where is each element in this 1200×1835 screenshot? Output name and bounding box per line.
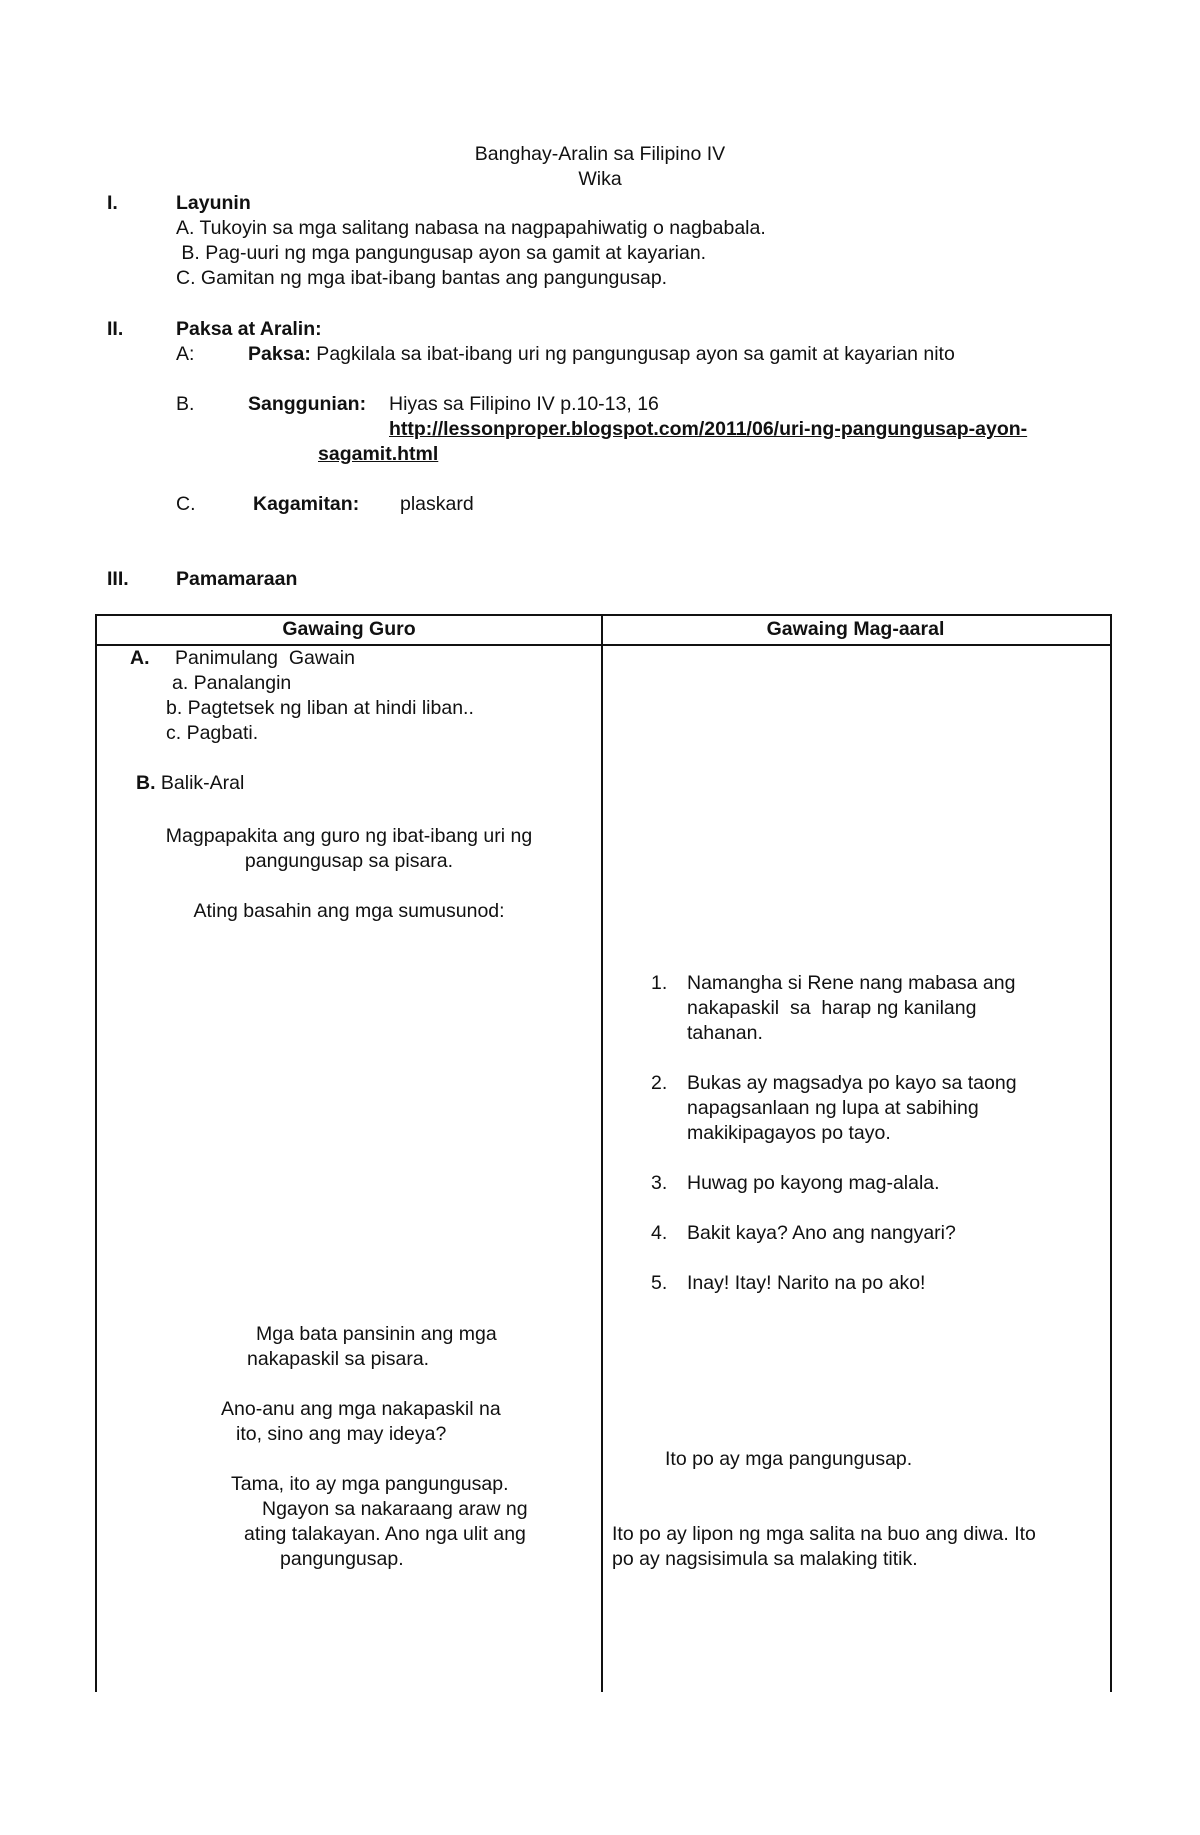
guro-p2: Ating basahin ang mga sumusunod:: [193, 900, 505, 922]
section-3-heading: Pamamaraan: [176, 568, 298, 590]
list-item: [651, 1271, 925, 1295]
list-number: 5.: [651, 1272, 668, 1294]
list-number: 1.: [651, 972, 668, 994]
list-text: napagsanlaan ng lupa at sabihing: [687, 1097, 979, 1119]
kagamitan-letter: C.: [176, 493, 196, 515]
guro-p1-line1: Magpapakita ang guro ng ibat-ibang uri ng: [165, 825, 533, 847]
objective-c: C. Gamitan ng mga ibat-ibang bantas ang pangungusap.: [176, 267, 668, 289]
list-text: Huwag po kayong mag-alala.: [687, 1172, 940, 1194]
objective-a: A. Tukoyin sa mga salitang nabasa na nagpapahiwatig o nagbabala.: [176, 217, 766, 239]
guro-a-item-2: b. Pagtetsek ng liban at hindi liban..: [166, 697, 474, 719]
magaaral-answer-1: Ito po ay mga pangungusap.: [665, 1448, 913, 1470]
guro-a-item-3: c. Pagbati.: [166, 722, 259, 744]
paksa-label: Paksa:: [248, 343, 311, 365]
objective-b: B. Pag-uuri ng mga pangungusap ayon sa gamit at kayarian.: [176, 242, 707, 264]
reference-link-line2[interactable]: sagamit.html: [318, 443, 439, 465]
kagamitan-label: Kagamitan:: [253, 493, 360, 515]
magaaral-answer-2-line2: po ay nagsisimula sa malaking titik.: [612, 1548, 918, 1570]
list-item: [651, 1071, 1017, 1095]
list-text: Bakit kaya? Ano ang nangyari?: [687, 1222, 956, 1244]
list-number: 2.: [651, 1072, 668, 1094]
guro-p5-line3: ating talakayan. Ano nga ulit ang: [244, 1523, 526, 1545]
guro-p5-line2: Ngayon sa nakaraang araw ng: [262, 1498, 528, 1520]
guro-a-letter: A.: [130, 647, 150, 669]
list-text: makikipagayos po tayo.: [687, 1122, 891, 1144]
sanggunian-label: Sanggunian:: [248, 393, 367, 415]
list-text: Inay! Itay! Narito na po ako!: [687, 1272, 926, 1294]
guro-p3-line2: nakapaskil sa pisara.: [247, 1348, 430, 1370]
list-text: Bukas ay magsadya po kayo sa taong: [687, 1072, 1017, 1094]
list-text: Namangha si Rene nang mabasa ang: [687, 972, 1016, 994]
paksa-line: [248, 342, 955, 366]
paksa-letter: A:: [176, 343, 195, 365]
sanggunian-letter: B.: [176, 393, 195, 415]
kagamitan-value: plaskard: [400, 493, 474, 515]
guro-p5-line4: pangungusap.: [280, 1548, 404, 1570]
section-1-numeral: I.: [107, 192, 118, 214]
guro-b-letter: B.: [136, 772, 156, 794]
guro-p5-line1: Tama, ito ay mga pangungusap.: [231, 1473, 509, 1495]
document-title: Banghay-Aralin sa Filipino IV: [474, 143, 726, 165]
guro-b-title: Balik-Aral: [155, 772, 245, 794]
list-item: [651, 1221, 956, 1245]
list-item: [651, 1171, 940, 1195]
list-text: nakapaskil sa harap ng kanilang: [687, 997, 977, 1019]
column-header-guro: Gawaing Guro: [282, 618, 416, 640]
sanggunian-value: Hiyas sa Filipino IV p.10-13, 16: [389, 393, 659, 415]
guro-p4-line1: Ano-anu ang mga nakapaskil na: [221, 1398, 501, 1420]
reference-link-line1[interactable]: http://lessonproper.blogspot.com/2011/06/uri-ng-pangungusap-ayon-: [389, 418, 1028, 440]
list-number: 4.: [651, 1222, 668, 1244]
guro-p3-line1: Mga bata pansinin ang mga: [256, 1323, 497, 1345]
paksa-value: Pagkilala sa ibat-ibang uri ng pangungusap ayon sa gamit at kayarian nito: [310, 343, 955, 365]
guro-p4-line2: ito, sino ang may ideya?: [236, 1423, 447, 1445]
section-1-heading: Layunin: [176, 192, 251, 214]
list-item: [651, 971, 1015, 995]
document-subtitle: Wika: [578, 168, 622, 190]
table-column-divider: [601, 614, 603, 1692]
guro-a-title: Panimulang Gawain: [175, 647, 355, 669]
guro-b-line: [136, 771, 244, 795]
guro-a-item-1: a. Panalangin: [172, 672, 292, 694]
section-2-numeral: II.: [107, 318, 124, 340]
magaaral-answer-2-line1: Ito po ay lipon ng mga salita na buo ang diwa. Ito: [612, 1523, 1036, 1545]
column-header-magaaral: Gawaing Mag-aaral: [766, 618, 945, 640]
section-3-numeral: III.: [107, 568, 129, 590]
section-2-heading: Paksa at Aralin:: [176, 318, 322, 340]
guro-p1-line2: pangungusap sa pisara.: [244, 850, 454, 872]
list-text: tahanan.: [687, 1022, 763, 1044]
list-number: 3.: [651, 1172, 668, 1194]
